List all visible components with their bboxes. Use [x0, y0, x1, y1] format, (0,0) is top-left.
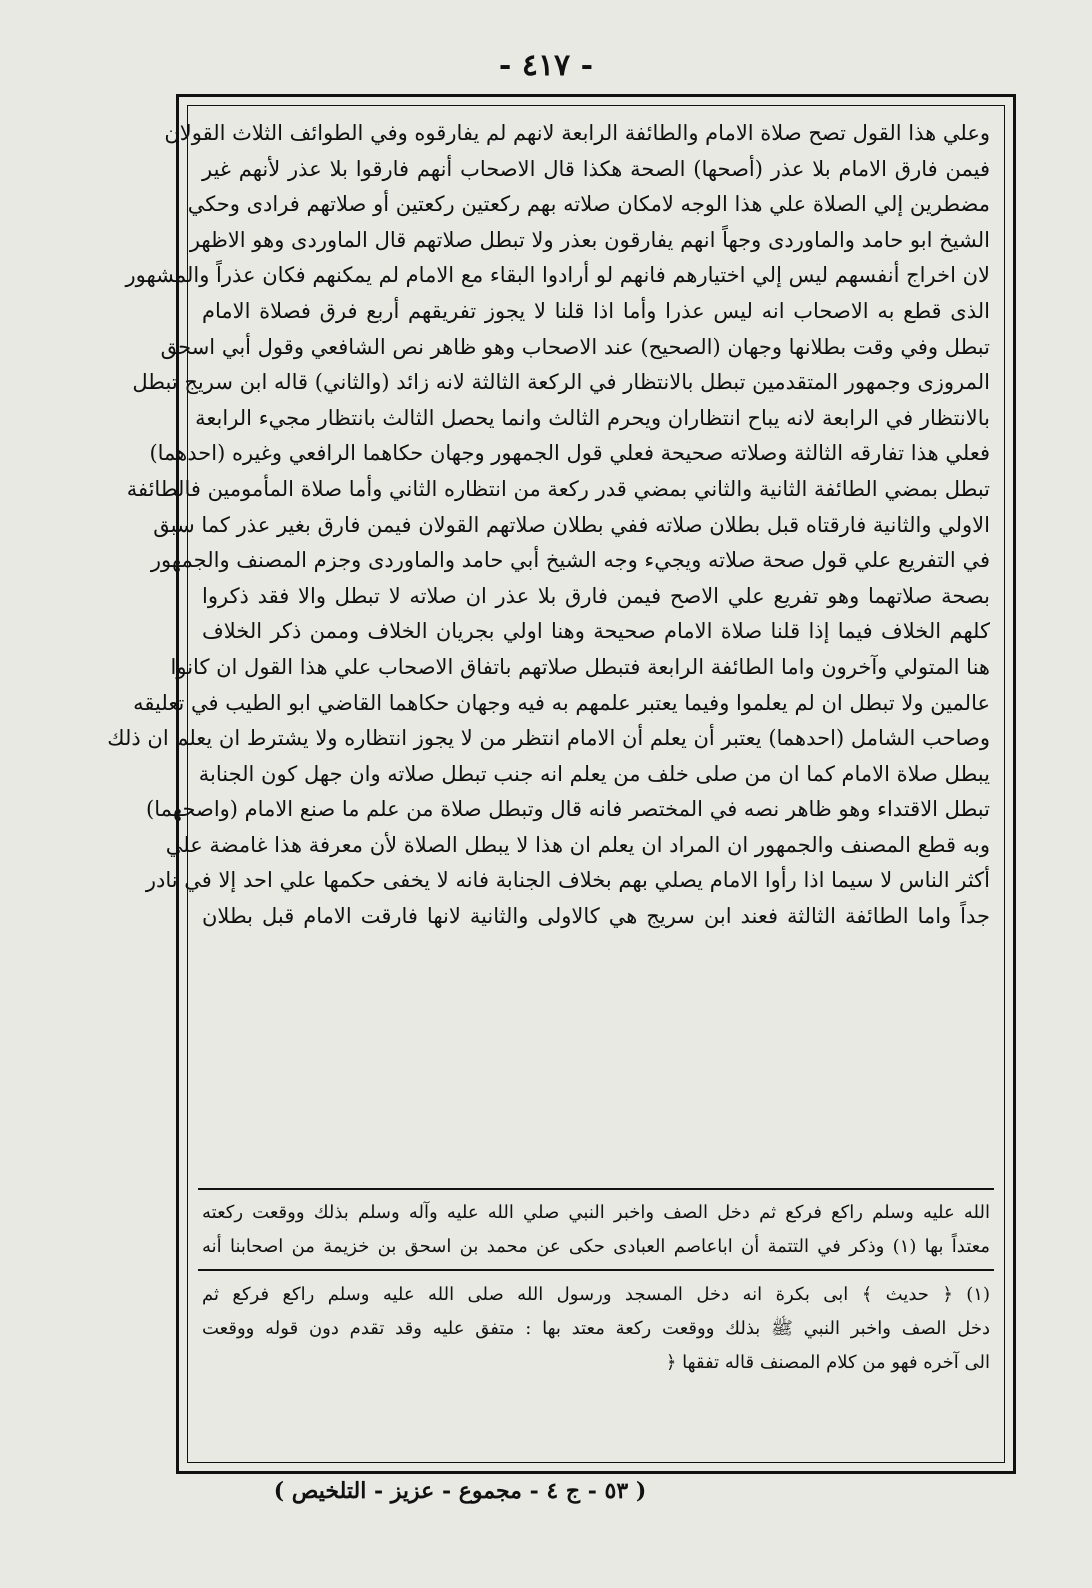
text-line: الذى قطع به الاصحاب انه ليس عذرا وأما اذا قلنا لا يجوز تفريقهم أربع فرق فصلاة الامام [202, 298, 990, 323]
footnote-line: (١) ﴿ حديث ﴾ ابى بكرة انه دخل المسجد ورسول الله صلى الله عليه وسلم راكع فركع ثم [202, 1284, 990, 1305]
footnote-line: دخل الصف واخبر النبي ﷺ بذلك ووقعت ركعة معتد بها : متفق عليه وقد تقدم دون قوله ووقعت [202, 1318, 990, 1339]
continuation-text [202, 1196, 990, 1264]
text-line: فعلي هذا تفارقه الثالثة وصلاته صحيحة فعلي قول الجمهور وجهان حكاهما الرافعي وغيره (احدهما) [149, 441, 990, 466]
text-line: الشيخ ابو حامد والماوردى وجهاً انهم يفارقون بعذر ولا تبطل صلاتهم قال الماوردى وهو الاظهر [189, 227, 990, 252]
footnote [202, 1278, 990, 1380]
page-number: - ٤١٧ - [498, 48, 594, 83]
main-text [107, 116, 990, 935]
text-line: هنا المتولي وآخرون واما الطائفة الرابعة فتبطل صلاتهم باتفاق الاصحاب علي هذا القول ان كانوا [170, 654, 990, 679]
signature-caption: ( ٥٣ - ج ٤ - مجموع - عزيز - التلخيص ) [273, 1478, 647, 1504]
footnote-divider [198, 1269, 994, 1271]
text-line: المروزى وجمهور المتقدمين تبطل بالانتظار في الركعة الثالثة لانه زائد (والثاني) قاله ابن سريج تبطل [132, 370, 990, 395]
text-line: وصاحب الشامل (احدهما) يعتبر أن يعلم أن الامام انتظر من لا يجوز انتظاره ولا يشترط ان يعلم ان ذلك [107, 726, 990, 751]
page-frame-inner [107, 105, 1005, 1463]
text-line: بالانتظار في الرابعة لانه يباح انتظاران ويحرم الثالث وانما يحصل الثالث بانتظار مجيء الرابعة [195, 405, 990, 430]
text-line: وبه قطع المصنف والجمهور ان المراد ان يعلم ان هذا لا يبطل الصلاة لأن معرفة هذا غامضة علي [165, 832, 990, 857]
text-line: وعلي هذا القول تصح صلاة الامام والطائفة الرابعة لانهم لم يفارقوه وفي الطوائف الثلاث القولان [164, 121, 990, 145]
text-line: يبطل صلاة الامام كما ان من صلى خلف من يعلم انه جنب تبطل صلاته وان جهل كون الجنابة [198, 761, 990, 786]
text-line: الله عليه وسلم راكع فركع ثم دخل الصف واخبر النبي صلي الله عليه وآله وسلم بذلك ووقعت ركعته [202, 1202, 990, 1223]
text-line: تبطل وفي وقت بطلانها وجهان (الصحيح) عند الاصحاب وهو ظاهر نص الشافعي وقول أبي اسحق [160, 334, 990, 359]
text-line: فيمن فارق الامام بلا عذر (أصحها) الصحة هكذا قال الاصحاب أنهم فارقوا بلا عذر لأنهم غير [202, 156, 990, 181]
text-line: مضطرين إلي الصلاة علي هذا الوجه لامكان صلاته بهم ركعتين ركعتين أو صلاتهم فرادى وحكي [187, 192, 990, 217]
text-line: كلهم الخلاف فيما إذا قلنا صلاة الامام صحيحة وهنا اولي بجريان الخلاف وممن ذكر الخلاف [202, 619, 990, 644]
text-line: أكثر الناس لا سيما اذا رأوا الامام يصلي بهم بخلاف الجنابة فانه لا يخفى حكمها علي احد إلا في نادر [145, 868, 990, 893]
text-line: عالمين ولا تبطل ان لم يعلموا وفيما يعتبر علمهم به فيه وجهان حكاهما القاضي ابو الطيب في تعليقه [133, 690, 990, 715]
section-divider [198, 1188, 994, 1190]
text-line: جداً واما الطائفة الثالثة فعند ابن سريج هي كالاولى والثانية لانها فارقت الامام قبل بطلان [202, 904, 990, 929]
text-line: تبطل بمضي الطائفة الثانية والثاني بمضي قدر ركعة من انتظاره الثاني وأما صلاة المأمومين فالطائفة [126, 476, 990, 501]
text-line: تبطل الاقتداء وهو ظاهر نصه في المختصر فانه قال وتبطل صلاة من علم ما صنع الامام (واصحهما) [146, 797, 990, 822]
text-line: بصحة صلاتهما وهو تفريع علي الاصح فيمن فارق بلا عذر ان صلاته لا تبطل والا فقد ذكروا [202, 583, 990, 608]
text-line: لان اخراج أنفسهم ليس إلي اختيارهم فانهم لو أرادوا البقاء مع الامام لم يمكنهم فكان عذراً والمشهور [125, 263, 990, 288]
footnote-line: الى آخره فهو من كلام المصنف قاله تفقها ﴿ [665, 1352, 990, 1373]
text-line: الاولي والثانية فارقتاه قبل بطلان صلاته ففي بطلان صلاتهم القولان فيمن فارق بغير عذر كما سبق [153, 512, 990, 537]
text-line: معتداً بها (١) وذكر في التتمة أن اباعاصم العبادى حكى عن محمد بن اسحق بن خزيمة من اصحابنا أنه [202, 1236, 990, 1257]
text-line: في التفريع علي قول صحة صلاته ويجيء وجه الشيخ أبي حامد والماوردى وجزم المصنف والجمهور [150, 548, 990, 573]
page-frame [107, 94, 1016, 1474]
